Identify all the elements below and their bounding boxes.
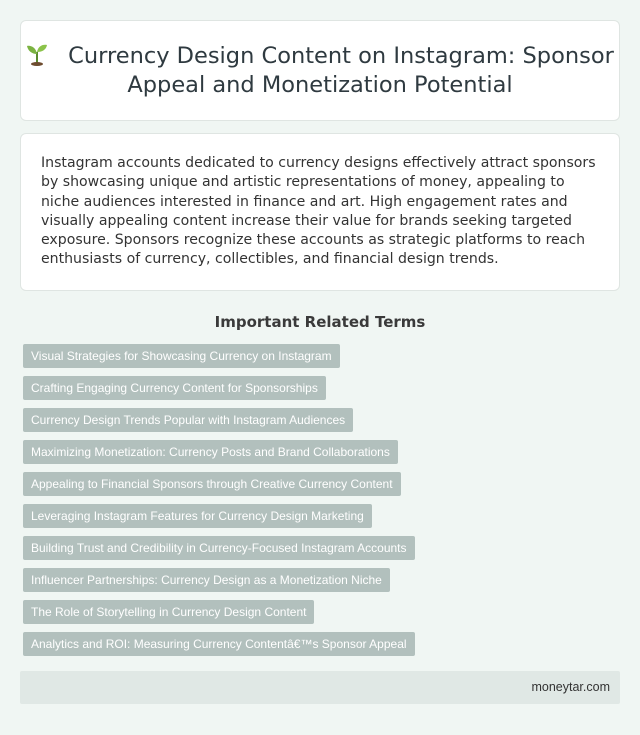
related-term-link[interactable]: Appealing to Financial Sponsors through Creative Currency Content [23, 472, 401, 496]
related-term-link[interactable]: The Role of Storytelling in Currency Design Content [23, 600, 314, 624]
related-term-link[interactable]: Maximizing Monetization: Currency Posts and Brand Collaborations [23, 440, 398, 464]
related-term-link[interactable]: Currency Design Trends Popular with Instagram Audiences [23, 408, 353, 432]
footer-site-link[interactable]: moneytar.com [531, 680, 610, 694]
title-text: Currency Design Content on Instagram: Sponsor Appeal and Monetization Potential [68, 42, 614, 98]
description-text: Instagram accounts dedicated to currency designs effectively attract sponsors by showcasing unique and artistic representations of money, appealing to niche audiences interested in finance and art. High engagement rates and visually appealing content increase their value for brands seeking targeted exposure. Sponsors recognize these accounts as strategic platforms to reach enthusiasts of currency, collectibles, and financial design trends. [41, 155, 596, 268]
description-card [20, 133, 620, 291]
footer [20, 671, 620, 704]
related-term-link[interactable]: Leveraging Instagram Features for Currency Design Marketing [23, 504, 372, 528]
related-term-link[interactable]: Analytics and ROI: Measuring Currency Contentâ€™s Sponsor Appeal [23, 632, 415, 656]
title-card [20, 20, 620, 121]
seedling-icon [26, 42, 48, 66]
related-terms-heading: Important Related Terms [214, 313, 426, 331]
related-terms-list [23, 344, 623, 664]
related-term-link[interactable]: Influencer Partnerships: Currency Design as a Monetization Niche [23, 568, 390, 592]
page-title [21, 42, 619, 100]
related-term-link[interactable]: Crafting Engaging Currency Content for Sponsorships [23, 376, 326, 400]
related-term-link[interactable]: Building Trust and Credibility in Currency-Focused Instagram Accounts [23, 536, 415, 560]
related-term-link[interactable]: Visual Strategies for Showcasing Currency on Instagram [23, 344, 340, 368]
